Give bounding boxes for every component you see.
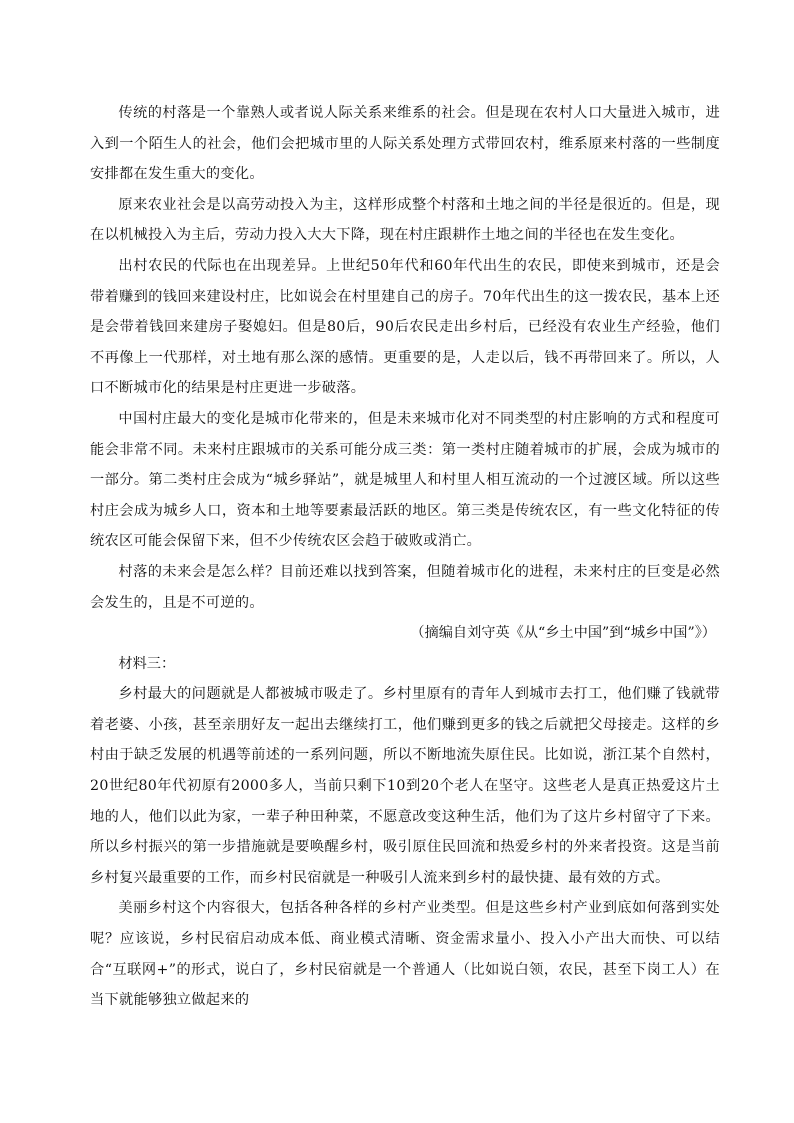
paragraph-land-radius: 原来农业社会是以高劳动投入为主，这样形成整个村落和土地之间的半径是很近的。但是，现在以机械投入为主后，劳动力投入大大下降，现在村庄跟耕作土地之间的半径也在发生变化。 [90, 196, 720, 244]
paragraph-village-society: 传统的村落是一个靠熟人或者说人际关系来维系的社会。但是现在农村人口大量进入城市，进入到一个陌生人的社会，他们会把城市里的人际关系处理方式带回农村，维系原来村落的一些制度安排都在发生重大的变化。 [90, 105, 720, 183]
paragraph-urbanization-change: 中国村庄最大的变化是城市化带来的，但是未来城市化对不同类型的村庄影响的方式和程度可能会非常不同。未来村庄跟城市的关系可能分成三类：第一类村庄随着城市的扩展，会成为城市的一部分。第二类村庄会成为“城乡驿站”，就是城里人和村里人相互流动的一个过渡区域。所以这些村庄会成为城乡人口，资本和土地等要素最活跃的地区。第三类是传统农区，有一些文化特征的传统农区可能会保留下来，但不少传统农区会趋于破败或消亡。 [90, 410, 720, 550]
paragraph-rural-homestay: 美丽乡村这个内容很大，包括各种各样的乡村产业类型。但是这些乡村产业到底如何落到实处呢？应该说，乡村民宿启动成本低、商业模式清晰、资金需求量小、投入小产出大而快、可以结合“互联网+”的形式，说白了，乡村民宿就是一个普通人（比如说白领，农民，甚至下岗工人）在当下就能够独立做起来的 [90, 900, 720, 1009]
document-page [90, 98, 720, 1016]
material-three-label: 材料三： [118, 655, 176, 672]
paragraph-generational-difference: 出村农民的代际也在出现差异。上世纪50年代和60年代出生的农民，即使来到城市，还是会带着赚到的钱回来建设村庄，比如说会在村里建自己的房子。70年代出生的这一拨农民，基本上还是会带着钱回来建房子娶媳妇。但是80后，90后农民走出乡村后，已经没有农业生产经验，他们不再像上一代那样，对土地有那么深的感情。更重要的是，人走以后，钱不再带回来了。所以，人口不断城市化的结果是村庄更进一步破落。 [90, 257, 720, 397]
paragraph-rural-population-loss: 乡村最大的问题就是人都被城市吸走了。乡村里原有的青年人到城市去打工，他们赚了钱就带着老婆、小孩，甚至亲朋好友一起出去继续打工，他们赚到更多的钱之后就把父母接走。这样的乡村由于缺乏发展的机遇等前述的一系列问题，所以不断地流失原住民。比如说，浙江某个自然村，20世纪80年代初原有2000多人，当前只剩下10到20个老人在坚守。这些老人是真正热爱这片土地的人，他们以此为家，一辈子种田种菜，不愿意改变这种生活，他们为了这片乡村留守了下来。所以乡村振兴的第一步措施就是要唤醒乡村，吸引原住民回流和热爱乡村的外来者投资。这是当前乡村复兴最重要的工作，而乡村民宿就是一种吸引人流来到乡村的最快捷、最有效的方式。 [90, 686, 720, 886]
source-citation: （摘编自刘守英《从“乡土中国”到“城乡中国”》） [410, 625, 716, 642]
paragraph-village-future: 村落的未来会是怎么样？目前还难以找到答案，但随着城市化的进程，未来村庄的巨变是必然会发生的，且是不可逆的。 [90, 563, 720, 611]
